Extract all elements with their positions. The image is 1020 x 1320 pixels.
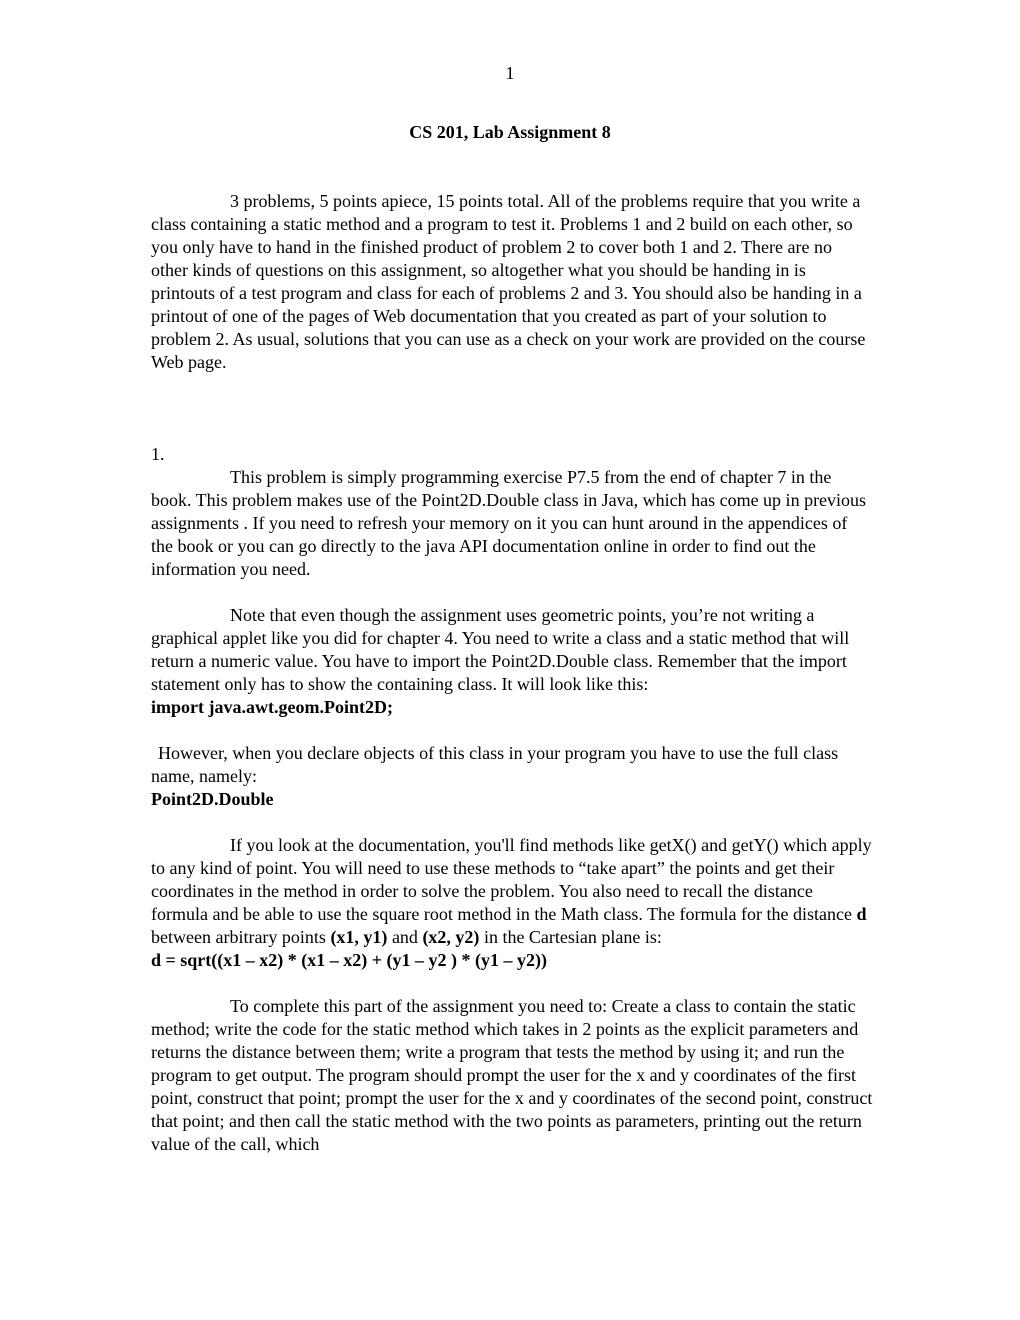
section-number: 1. — [151, 444, 165, 464]
para4-text-e: in the Cartesian plane is: — [479, 927, 662, 947]
section1-paragraph-5: To complete this part of the assignment you need to: Create a class to contain the static method; write the code for the static method which takes in 2 points as the explicit parameters and returns the distance between them; write a program that tests the method by using it; and run the program to get output. The program should prompt the user for the x and y coordinates of the first point, construct that point; prompt the user for the x and y coordinates of the second point, construct that point; and then call the static method with the two points as parameters, printing out the return value of the call, which — [151, 996, 873, 1154]
point-1: (x1, y1) — [330, 927, 388, 947]
distance-formula: d = sqrt((x1 – x2) * (x1 – x2) + (y1 – y2 ) * (y1 – y2)) — [151, 950, 547, 970]
section1-paragraph-1: This problem is simply programming exercise P7.5 from the end of chapter 7 in the book. This problem makes use of the Point2D.Double class in Java, which has come up in previous assignments . If you need to refresh your memory on it you can hunt around in the appendices of the book or you can go directly to the java API documentation online in order to find out the information you need. — [151, 467, 867, 579]
page-number: 1 — [505, 63, 515, 83]
para4-text-b: between arbitrary points — [151, 927, 331, 947]
document-title: CS 201, Lab Assignment 8 — [409, 122, 611, 142]
section1-paragraph-3: However, when you declare objects of this class in your program you have to use the full class name, namely: — [151, 743, 839, 786]
intro-paragraph: 3 problems, 5 points apiece, 15 points total. All of the problems require that you write a class containing a static method and a program to test it. Problems 1 and 2 build on each other, so you only have to hand in the finished product of problem 2 to cover both 1 and 2. There are no other kinds of questions on this assignment, so altogether what you should be handing in is printouts of a test program and class for each of problems 2 and 3. You should also be handing in a printout of one of the pages of Web documentation that you created as part of your solution to problem 2. As usual, solutions that you can use as a check on your work are provided on the course Web page. — [151, 191, 866, 372]
section1-paragraph-4 — [151, 834, 873, 949]
para4-text-a: If you look at the documentation, you'll find methods like getX() and getY() which apply to any kind of point. You will need to use these methods to “take apart” the points and get their coordinates in the method in order to solve the problem. You also need to recall the distance formula and be able to use the square root method in the Math class. The formula for the distance — [151, 835, 872, 924]
section1-paragraph-2: Note that even though the assignment uses geometric points, you’re not writing a graphical applet like you did for chapter 4. You need to write a class and a static method that will return a numeric value. You have to import the Point2D.Double class. Remember that the import statement only has to show the containing class. It will look like this: — [151, 605, 850, 694]
para4-text-c: and — [387, 927, 423, 947]
point-2: (x2, y2) — [422, 927, 480, 947]
class-name: Point2D.Double — [151, 789, 274, 809]
distance-variable: d — [856, 904, 867, 924]
document-body — [151, 190, 873, 1156]
import-statement: import java.awt.geom.Point2D; — [151, 697, 393, 717]
